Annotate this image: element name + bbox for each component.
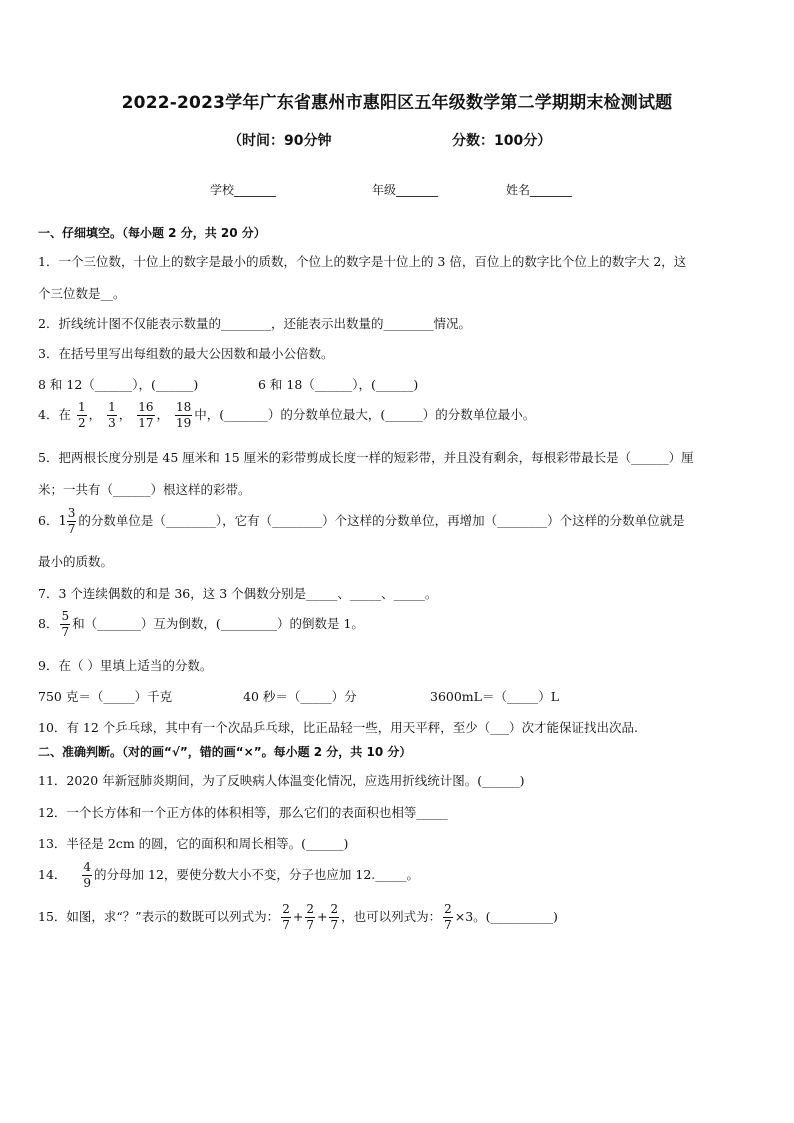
numerator: 1 xyxy=(108,400,116,414)
question-text: 12．一个长方体和一个正方体的体积相等，那么它们的表面积也相等_____ xyxy=(38,805,448,820)
denominator: 7 xyxy=(306,918,314,932)
numerator: 1 xyxy=(77,400,86,414)
question-text: 40 秒＝（_____）分 xyxy=(243,689,357,704)
numerator: 2 xyxy=(330,902,339,916)
question-text: 14． xyxy=(38,867,67,882)
fraction xyxy=(137,400,154,431)
denominator: 3 xyxy=(108,416,116,430)
question-text: 11．2020 年新冠肺炎期间，为了反映病人体温变化情况，应选用折线统计图。(______) xyxy=(38,773,525,788)
question-text: ×3。(__________) xyxy=(454,909,558,924)
denominator: 2 xyxy=(77,416,86,430)
denominator: 19 xyxy=(176,416,192,430)
fraction xyxy=(175,400,192,431)
fraction xyxy=(281,902,291,933)
fraction xyxy=(82,860,92,891)
total-score: 分数：100分） xyxy=(452,133,552,149)
separator: ， xyxy=(156,407,170,422)
question-text: 的分数单位是（________），它有（________）个这样的分数单位，再增加（________）个这样的分数单位就是 xyxy=(78,513,685,528)
question-8 xyxy=(38,609,364,640)
question-text: 个三位数是__。 xyxy=(38,286,126,301)
plus-sign: + xyxy=(316,909,328,924)
question-text: 9．在（ ）里填上适当的分数。 xyxy=(38,658,213,673)
question-text: 中，(_______）的分数单位最大，(______）的分数单位最小。 xyxy=(194,407,536,422)
question-text: 7．3 个连续偶数的和是 36，这 3 个偶数分别是_____、_____、_____。 xyxy=(38,586,438,601)
question-text: 750 克＝（_____）千克 xyxy=(38,689,173,704)
question-15 xyxy=(38,902,558,933)
question-14 xyxy=(38,860,419,891)
exam-title: 2022-2023学年广东省惠州市惠阳区五年级数学第二学期期末检测试题 xyxy=(121,93,673,113)
question-text: 3．在括号里写出每组数的最大公因数和最小公倍数。 xyxy=(38,346,334,361)
fraction xyxy=(443,902,453,933)
school-field: 学校_______ xyxy=(210,183,277,197)
question-text: 米；一共有（______）根这样的彩带。 xyxy=(38,482,251,497)
question-4 xyxy=(38,400,535,431)
numerator: 4 xyxy=(83,860,92,874)
question-text: 2．折线统计图不仅能表示数量的________，还能表示出数量的________情况。 xyxy=(38,316,471,331)
question-text: 10．有 12 个乒乓球，其中有一个次品乒乓球，比正品轻一些，用天平秤，至少（___）次才能保证找出次品. xyxy=(38,720,638,735)
numerator: 16 xyxy=(138,400,154,414)
section-heading: 一、仔细填空。（每小题 2 分，共 20 分） xyxy=(38,226,266,240)
plus-sign: + xyxy=(292,909,304,924)
question-text: 6 和 18（______），(______) xyxy=(258,377,419,392)
fraction xyxy=(67,506,77,537)
denominator: 7 xyxy=(67,522,76,536)
question-text: 最小的质数。 xyxy=(38,554,114,569)
numerator: 2 xyxy=(444,902,452,916)
name-field: 姓名_______ xyxy=(506,183,573,197)
denominator: 17 xyxy=(138,416,154,430)
numerator: 5 xyxy=(61,609,70,623)
grade-field: 年级_______ xyxy=(372,183,439,197)
fraction xyxy=(107,400,117,431)
separator: ， xyxy=(118,407,132,422)
mixed-number-whole: 1 xyxy=(58,514,67,529)
numerator: 2 xyxy=(306,902,314,916)
question-6 xyxy=(38,506,685,537)
question-text: 1．一个三位数，十位上的数字是最小的质数，个位上的数字是十位上的 3 倍，百位上的数字比个位上的数字大 2，这 xyxy=(38,254,687,269)
fraction xyxy=(77,400,87,431)
fraction xyxy=(60,609,70,640)
numerator: 3 xyxy=(67,506,76,520)
denominator: 7 xyxy=(444,918,452,932)
question-text: 的分母加 12，要使分数大小不变，分子也应加 12._____。 xyxy=(94,867,420,882)
question-text: 15．如图，求“？”表示的数既可以列式为： xyxy=(38,909,280,924)
fraction xyxy=(305,902,315,933)
denominator: 7 xyxy=(330,918,339,932)
time-limit: （时间：90分钟 xyxy=(228,133,332,149)
question-text: 3600mL＝（_____）L xyxy=(430,689,560,704)
question-text: 4．在 xyxy=(38,407,71,422)
question-text: 和（_______）互为倒数，(_________）的倒数是 1。 xyxy=(72,616,364,631)
denominator: 7 xyxy=(61,625,70,639)
question-text: 6． xyxy=(38,513,59,528)
section-heading: 二、准确判断。（对的画“√”，错的画“×”。每小题 2 分，共 10 分） xyxy=(38,745,412,759)
question-text: 5．把两根长度分别是 45 厘米和 15 厘米的彩带剪成长度一样的短彩带，并且没有剩余，每根彩带最长是（______）厘 xyxy=(38,450,694,465)
question-text: 8． xyxy=(38,616,59,631)
question-text: ，也可以列式为： xyxy=(341,909,442,924)
numerator: 2 xyxy=(282,902,290,916)
fraction xyxy=(329,902,339,933)
question-text: 8 和 12（______），(______) xyxy=(38,377,199,392)
denominator: 9 xyxy=(83,876,92,890)
separator: ， xyxy=(88,407,102,422)
denominator: 7 xyxy=(282,918,290,932)
numerator: 18 xyxy=(176,400,192,414)
question-text: 13．半径是 2cm 的圆，它的面积和周长相等。(______) xyxy=(38,836,349,851)
